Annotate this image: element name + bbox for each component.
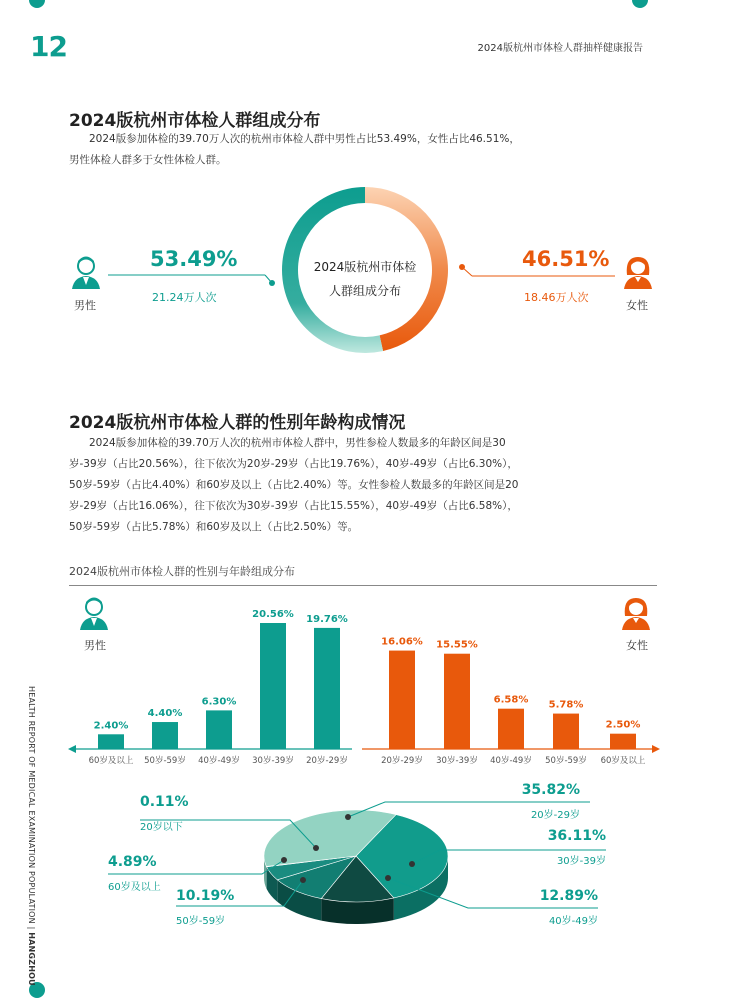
chart-title-rule [69,585,657,586]
male-bar-icon [80,598,108,631]
side-vertical-text: HEALTH REPORT OF MEDICAL EXAMINATION POPULATION | HANGZHOU [27,686,36,926]
male-bar-value: 4.40% [148,708,183,719]
female-bar-value: 2.50% [606,720,641,731]
male-label: 男性 [74,297,96,313]
pie3d-leader-dot [385,875,391,881]
pie3d-value-label: 35.82% [522,782,580,798]
female-icon [624,257,652,289]
pie3d-category-label: 30岁-39岁 [557,854,606,867]
male-bar [314,628,340,749]
female-percent: 46.51% [522,247,609,271]
pie3d-value-label: 12.89% [540,888,598,904]
male-bar-value: 2.40% [94,720,129,731]
female-bar-value: 15.55% [436,640,478,651]
pie3d-leader-dot [409,861,415,867]
donut-center-line1: 2024版杭州市体检 [300,255,430,279]
female-label: 女性 [626,297,648,313]
male-bar [260,623,286,749]
female-bar-category: 20岁-29岁 [381,755,423,766]
pie3d-value-label: 0.11% [140,794,189,810]
male-bar-category: 30岁-39岁 [252,755,294,766]
section1-title: 2024版杭州市体检人群组成分布 [69,106,320,131]
chart-title: 2024版杭州市体检人群的性别与年龄组成分布 [69,563,295,579]
section1-paragraph: 2024版参加体检的39.70万人次的杭州市体检人群中男性占比53.49%，女性占比46.51%，男性体检人群多于女性体检人群。 [69,129,529,171]
male-bar-category: 20岁-29岁 [306,755,348,766]
corner-dot-top-left [29,0,45,8]
male-bar [206,710,232,749]
female-bar [389,651,415,749]
female-bar-category: 30岁-39岁 [436,755,478,766]
pie3d-leader-dot [313,845,319,851]
male-icon [72,257,100,290]
male-bar [98,734,124,749]
side-text-main: HEALTH REPORT OF MEDICAL EXAMINATION POPULATION [27,686,36,924]
section2-paragraph: 2024版参加体检的39.70万人次的杭州市体检人群中，男性参检人数最多的年龄区间是30岁-39岁（占比20.56%），往下依次为20岁-29岁（占比19.76%），40岁-49岁（占比6.30%），50岁-59岁（占比4.40%）和60岁及以上（占比2.40%）等。女性参检人数最多的年龄区间是20岁-29岁（占比16.06%），往下依次为30岁-39岁（占比15.55%），40岁-49岁（占比6.58%），50岁-59岁（占比5.78%）和60岁及以上（占比2.50%）等。 [69,433,529,538]
male-bar [152,722,178,749]
female-bar-value: 6.58% [494,695,529,706]
female-bar-icon [622,598,650,630]
report-header-title: 2024版杭州市体检人群抽样健康报告 [478,39,643,54]
male-bar-value: 19.76% [306,614,348,625]
side-text-city: HANGZHOU [27,932,36,986]
female-bar [498,709,524,749]
female-bar-category: 40岁-49岁 [490,755,532,766]
pie3d-value-label: 10.19% [176,888,234,904]
female-bar-category: 50岁-59岁 [545,755,587,766]
pie3d-leader-dot [345,814,351,820]
male-bar-value: 20.56% [252,609,294,620]
pie3d-category-label: 20岁以下 [140,820,183,833]
male-bar-category: 60岁及以上 [89,755,134,766]
pie3d-leader-dot [281,857,287,863]
female-bar-category: 60岁及以上 [601,755,646,766]
female-bar-value: 5.78% [549,700,584,711]
page-number: 12 [30,30,67,63]
pie3d-category-label: 20岁-29岁 [531,808,580,821]
female-bar-label: 女性 [626,637,648,653]
male-bar-label: 男性 [84,637,106,653]
donut-center-label [300,255,430,303]
section2-title: 2024版杭州市体检人群的性别年龄构成情况 [69,408,405,433]
female-bar [610,734,636,749]
male-count: 21.24万人次 [152,289,217,305]
corner-dot-top-right [632,0,648,8]
donut-center-line2: 人群组成分布 [300,279,430,303]
pie3d-leader-dot [300,877,306,883]
female-count: 18.46万人次 [524,289,589,305]
male-bar-value: 6.30% [202,696,237,707]
male-bar-category: 50岁-59岁 [144,755,186,766]
male-percent: 53.49% [150,247,237,271]
pie3d-category-label: 60岁及以上 [108,880,161,893]
pie3d-value-label: 36.11% [548,828,606,844]
age-3d-pie-chart [0,780,730,980]
male-bar-category: 40岁-49岁 [198,755,240,766]
pie3d-value-label: 4.89% [108,854,157,870]
male-connector-dot [269,280,275,286]
female-bar-value: 16.06% [381,637,423,648]
pie3d-category-label: 50岁-59岁 [176,914,225,927]
age-bar-chart [0,590,730,780]
female-bar [553,714,579,749]
female-bar [444,654,470,749]
pie3d-category-label: 40岁-49岁 [549,914,598,927]
